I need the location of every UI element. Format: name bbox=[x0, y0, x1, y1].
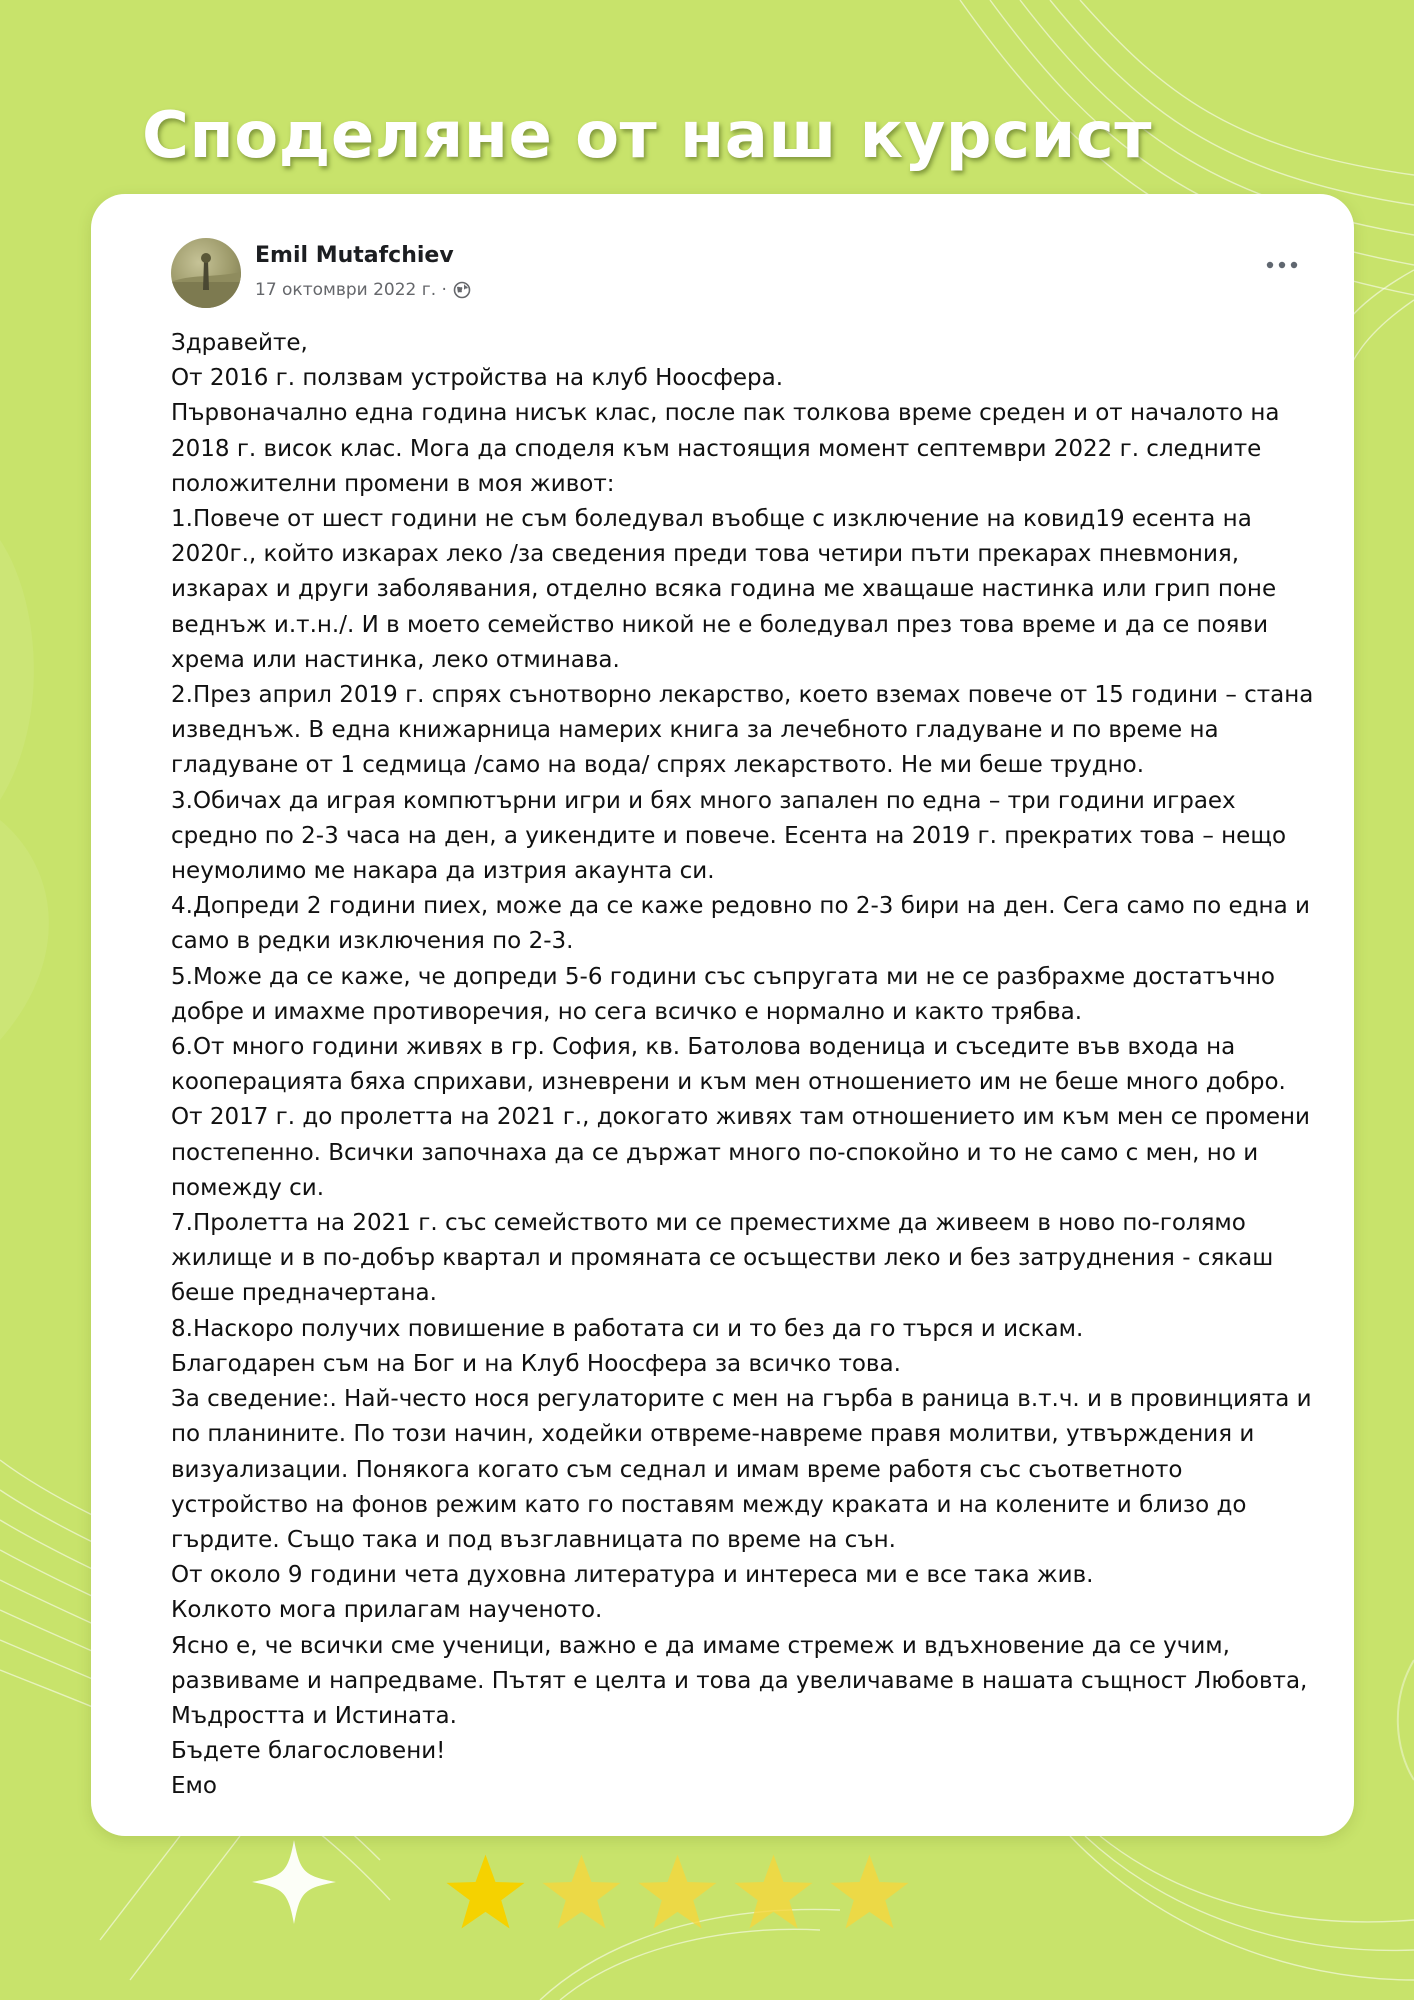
star-icon bbox=[828, 1852, 911, 1932]
post-line: От 2017 г. до пролетта на 2021 г., докогато живях там отношението им към мен се промени bbox=[171, 1104, 1311, 1131]
page-title: Споделяне от наш курсист bbox=[142, 99, 1152, 173]
post-line: положителни промени в моя живот: bbox=[171, 470, 615, 497]
author-name[interactable]: Emil Mutafchiev bbox=[255, 243, 454, 268]
post-meta bbox=[255, 278, 471, 302]
post-line: жилище и в по-добър квартал и промяната се осъществи леко и без затруднения - сякаш bbox=[171, 1245, 1274, 1272]
post-line: 5.Може да се каже, че допреди 5-6 години със съпругата ми не се разбрахме достатъчно bbox=[171, 963, 1275, 990]
post-text bbox=[171, 326, 1321, 1805]
post-line: визуализации. Понякога когато съм седнал и имам време работя със съответното bbox=[171, 1456, 1183, 1483]
post-line: 1.Повече от шест години не съм боледувал въобще с изключение на ковид19 есента на bbox=[171, 506, 1252, 533]
post-line: гладуване от 1 седмица /само на вода/ спрях лекарството. Не ми беше трудно. bbox=[171, 752, 1145, 779]
post-line: Ясно е, че всички сме ученици, важно е да имаме стремеж и вдъхновение да се учим, bbox=[171, 1632, 1230, 1659]
post-line: веднъж и.т.н./. И в моето семейство никой не е боледувал през това време и да се появи bbox=[171, 611, 1269, 638]
star-icon bbox=[636, 1852, 719, 1932]
post-line: Бъдете благословени! bbox=[171, 1738, 446, 1765]
post-line: Благодарен съм на Бог и на Клуб Ноосфера за всичко това. bbox=[171, 1350, 901, 1377]
post-line: хрема или настинка, леко отминава. bbox=[171, 646, 620, 673]
post-line: само в редки изключения по 2-3. bbox=[171, 928, 574, 955]
star-rating bbox=[444, 1852, 911, 1932]
post-line: беше предначертана. bbox=[171, 1280, 437, 1307]
post-line: 2.През април 2019 г. спрях сънотворно лекарство, което вземах повече от 15 години – стана bbox=[171, 682, 1314, 709]
post-line: Здравейте, bbox=[171, 330, 308, 356]
post-line: изкарах и други заболявания, отделно всяка година ме хващаше настинка или грип поне bbox=[171, 576, 1277, 603]
star-icon bbox=[444, 1852, 527, 1932]
post-line: средно по 2-3 часа на ден, а уикендите и повече. Есента на 2019 г. прекратих това – нещо bbox=[171, 822, 1287, 849]
post-line: 3.Обичах да играя компютърни игри и бях много запален по една – три години играех bbox=[171, 787, 1236, 814]
avatar[interactable] bbox=[171, 238, 241, 308]
post-line: постепенно. Всички започнаха да се държат много по-спокойно и то не само с мен, но и bbox=[171, 1139, 1259, 1166]
post-line: 6.От много години живях в гр. София, кв. Батолова воденица и съседите във входа на bbox=[171, 1034, 1236, 1061]
post-line: устройство на фонов режим като го поставям между краката и на колените и близо до bbox=[171, 1491, 1247, 1518]
post-line: За сведение:. Най-често нося регулаторите с мен на гърба в раница в.т.ч. и в провинцията и bbox=[171, 1386, 1312, 1413]
post-date[interactable]: 17 октомври 2022 г. · bbox=[255, 280, 447, 300]
post-line: гърдите. Също така и под възглавницата по време на сън. bbox=[171, 1526, 896, 1553]
post-line: 8.Наскоро получих повишение в работата си и то без да го търся и искам. bbox=[171, 1315, 1084, 1342]
post-line: 7.Пролетта на 2021 г. със семейството ми се преместихме да живеем в ново по-голямо bbox=[171, 1210, 1246, 1237]
post-line: кооперацията бяха сприхави, изневрени и към мен отношението им не беше много добро. bbox=[171, 1069, 1286, 1096]
post-line: по планините. По този начин, ходейки отвреме-навреме правя молитви, утвърждения и bbox=[171, 1421, 1255, 1448]
post-line: От около 9 години чета духовна литература и интереса ми е все така жив. bbox=[171, 1562, 1094, 1589]
sparkle-icon bbox=[252, 1840, 336, 1924]
post-line: 4.Допреди 2 години пиех, може да се каже редовно по 2-3 бири на ден. Сега само по една и bbox=[171, 893, 1310, 920]
post-line: развиваме и напредваме. Пътят е целта и това да увеличаваме в нашата същност Любовта, bbox=[171, 1667, 1308, 1694]
post-line: Колкото мога прилагам наученото. bbox=[171, 1597, 603, 1624]
post-card bbox=[91, 194, 1354, 1836]
post-line: 2020г., който изкарах леко /за сведения преди това четири пъти прекарах пневмония, bbox=[171, 541, 1240, 568]
star-icon bbox=[540, 1852, 623, 1932]
star-icon bbox=[732, 1852, 815, 1932]
more-options-icon bbox=[1266, 261, 1298, 269]
globe-icon bbox=[453, 281, 471, 299]
post-line: Първоначално една година нисък клас, после пак толкова време среден и от началото на bbox=[171, 400, 1280, 427]
post-line: помежду си. bbox=[171, 1174, 325, 1201]
post-line: 2018 г. висок клас. Мога да споделя към настоящия момент септември 2022 г. следните bbox=[171, 435, 1262, 462]
more-options-button[interactable] bbox=[1262, 250, 1302, 280]
post-line: Емо bbox=[171, 1773, 217, 1800]
post-line: неумолимо ме накара да изтрия акаунта си. bbox=[171, 858, 715, 885]
post-line: От 2016 г. ползвам устройства на клуб Ноосфера. bbox=[171, 365, 784, 392]
post-line: Мъдростта и Истината. bbox=[171, 1702, 457, 1729]
post-line: изведнъж. В една книжарница намерих книга за лечебното гладуване и по време на bbox=[171, 717, 1219, 744]
post-line: добре и имахме противоречия, но сега всичко е нормално и както трябва. bbox=[171, 998, 1083, 1025]
avatar-photo bbox=[171, 238, 241, 308]
